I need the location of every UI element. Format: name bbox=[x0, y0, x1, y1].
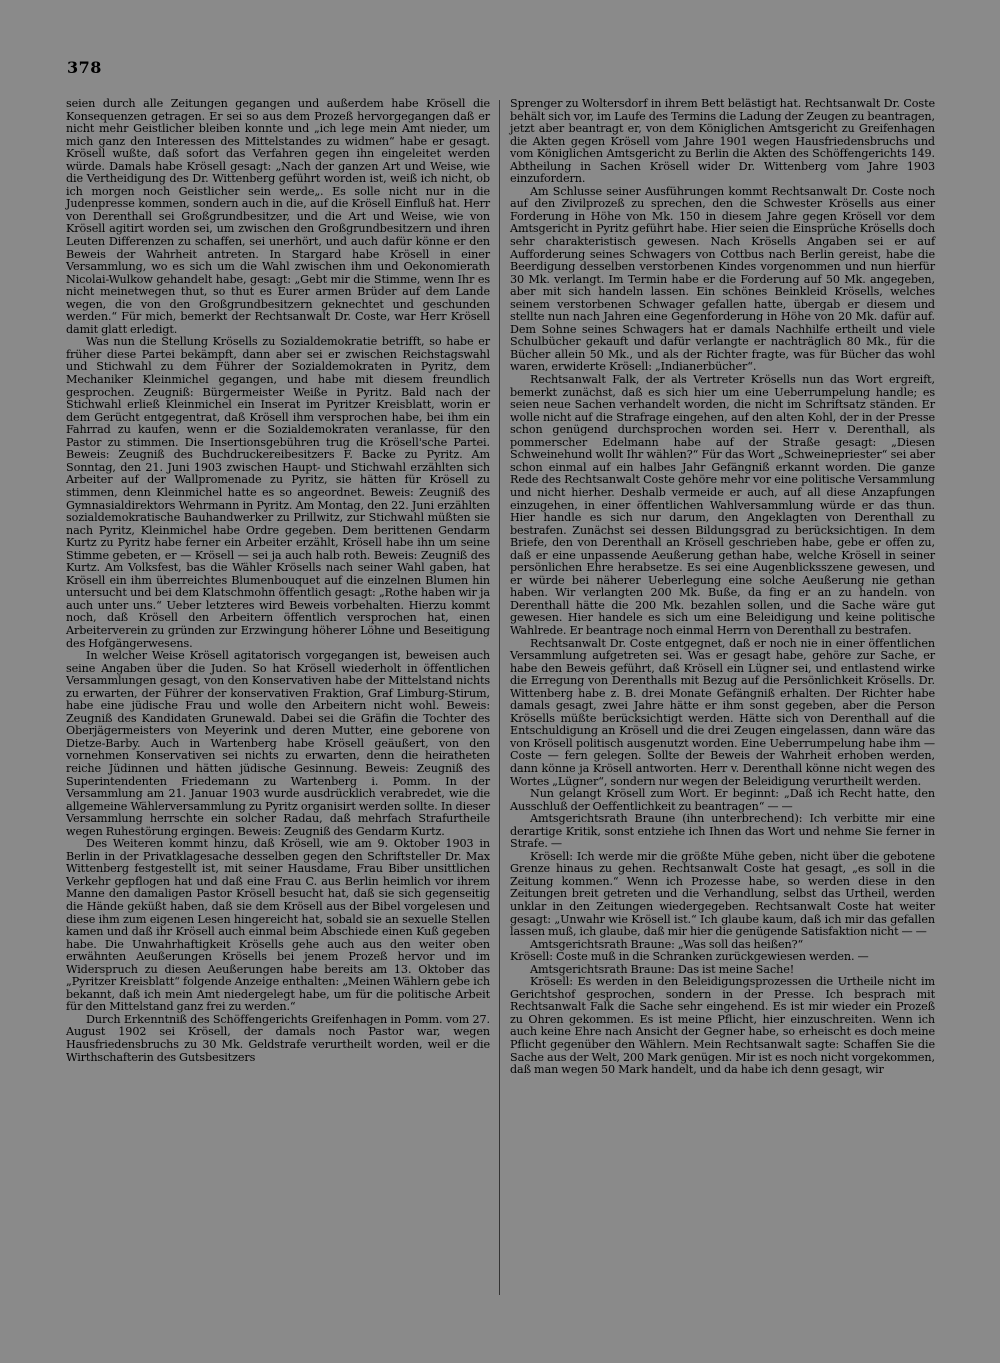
paragraph-q4: Rechtsanwalt Dr. Coste entgegnet, daß er noch nie in einer öffentlichen Versammlung aufgetreten sei. Was er gesagt habe, gehöre zur Sache, er habe den Beweis geführt, daß Krösell ein Lügner sei, und entlastend wirke die Erregung von Derenthalls mit Bezug auf die Persönlichkeit Krösells. Dr. Wittenberg habe z. B. drei Monate Gefängniß erhalten. Der Richter habe damals gesagt, zwei Jahre hätte er ihm sonst gegeben, aber die Person Krösells müßte berücksichtigt werden. Hätte sich von Derenthall auf die Entschuldigung an Krösell und die drei Zeugen eingelassen, dann wäre das von Krösell politisch ausgenutzt worden. Eine Ueberrumpelung habe ihm — Coste — fern gelegen. Sollte der Beweis der Wahrheit erhoben werden, dann könne ja Krösell antworten. Herr v. Derenthall könne nicht wegen des Wortes „Lügner“, sondern nur wegen der Beleidigung verurtheilt werden. bbox=[510, 636, 935, 788]
paragraph-q11: Krösell: Es werden in den Beleidigungsprozessen die Urtheile nicht im Gerichtshof gesprochen, sondern in der Presse. Ich besprach mit Rechtsanwalt Falk die Sache sehr eingehend. Es ist mir wieder ein Prozeß zu Ohren gekommen. Es ist meine Pflicht, hier einzuschreiten. Wenn ich auch keine Ehre nach Ansicht der Gegner habe, so erheischt es doch meine Pflicht gegenüber den Wählern. Mein Rechtsanwalt sagte: Schaffen Sie die Sache aus der Welt, 200 Mark genügen. Mir ist es noch nicht vorgekommen, daß man wegen 50 Mark handelt, und da habe ich denn gesagt, wir bbox=[510, 975, 935, 1077]
paragraph-q6: Amtsgerichtsrath Braune (ihn unterbrechend): Ich verbitte mir eine derartige Kritik, sonst entziehe ich Ihnen das Wort und nehme Sie ferner in Strafe. — bbox=[510, 812, 935, 851]
paragraph-p2: Was nun die Stellung Krösells zu Sozialdemokratie betrifft, so habe er früher diese Partei bekämpft, dann aber sei er zwischen Reichstagswahl und Stichwahl zu dem Führer der Sozialdemokraten in Pyritz, dem Mechaniker Kleinmichel gegangen, und habe mit diesem freundlich gesprochen. Zeugniß: Bürgermeister Weiße in Pyritz. Bald nach der Stichwahl erließ Kleinmichel ein Inserat im Pyritzer Kreisblatt, worin er dem Gerücht entgegentrat, daß Krösell ihm versprochen habe, bei ihm ein Fahrrad zu kaufen, wenn er die Sozialdemokraten veranlasse, für den Pastor zu stimmen. Die Insertionsgebühren trug die Krösell'sche Partei. Beweis: Zeugniß des Buchdruckereibesitzers F. Backe zu Pyritz. Am Sonntag, den 21. Juni 1903 zwischen Haupt- und Stichwahl erzählten sich Arbeiter auf der Wallpromenade zu Pyritz, sie hätten für Krösell zu stimmen, denn Kleinmichel hatte es so angeordnet. Beweis: Zeugniß des Gymnasialdirektors Wehrmann in Pyritz. Am Montag, den 22. Juni erzählten sozialdemokratische Bauhandwerker zu Prillwitz, zur Stichwahl müßten sie nach Pyritz, Kleinmichel habe Ordre gegeben. Dem berittenen Gendarm Kurtz zu Pyritz habe ferner ein Arbeiter erzählt, Krösell habe ihn um seine Stimme gebeten, er — Krösell — sei ja auch halb roth. Beweis: Zeugniß des Kurtz. Am Volksfest, bas die Wähler Krösells nach seiner Wahl gaben, hat Krösell ein ihm überreichtes Blumenbouquet auf die einzelnen Blumen hin untersucht und bei dem Klatschmohn öffentlich gesagt: „Rothe haben wir ja auch unter uns.“ Ueber letzteres wird Beweis vorbehalten. Hierzu kommt noch, daß Krösell den Arbeitern öffentlich versprochen hat, einen Arbeiterverein zu gründen zur Erzwingung höherer Löhne und Beseitigung des Hofgängerwesens. bbox=[66, 335, 490, 650]
paragraph-q10: Amtsgerichtsrath Braune: Das ist meine Sache! bbox=[530, 962, 795, 976]
paragraph-q3: Rechtsanwalt Falk, der als Vertreter Krösells nun das Wort ergreift, bemerkt zunächst, daß es sich hier um eine Ueberrumpelung handle; es seien neue Sachen verhandelt worden, die nicht im Schriftsatz ständen. Er wolle nicht auf die Strafrage eingehen, auf den alten Kohl, der in der Presse schon genügend durchsprochen worden sei. Herr v. Derenthall, als pommerscher Edelmann habe auf der Straße gesagt: „Diesen Schweinehund wollt Ihr wählen?“ Für das Wort „Schweinepriester“ sei aber schon einmal auf ein halbes Jahr Gefängniß erkannt worden. Die ganze Rede des Rechtsanwalt Coste gehöre mehr vor eine politische Versammlung und nicht hierher. Deshalb vermeide er auch, auf all diese Anzapfungen einzugehen, in einer öffentlichen Wahlversammlung würde er das thun. Hier handle es sich nur darum, den Angeklagten von Derenthall zu bestrafen. Zunächst sei dessen Bildungsgrad zu berücksichtigen. In dem Briefe, den von Derenthall an Krösell geschrieben habe, gebe er offen zu, daß er eine unpassende Aeußerung gethan habe, welche Krösell in seiner persönlichen Ehre herabsetze. Es sei eine Augenblicksszene gewesen, und er würde bei näherer Ueberlegung eine solche Aeußerung nie gethan haben. Wir verlangten 200 Mk. Buße, da fing er an zu handeln. von Derenthall hätte die 200 Mk. bezahlen sollen, und die Sache wäre gut gewesen. Hier handele es sich um eine Beleidigung und keine politische Wahlrede. Er beantrage noch einmal Herrn von Derenthall zu bestrafen. bbox=[510, 373, 935, 637]
paragraph-q2: Am Schlusse seiner Ausführungen kommt Rechtsanwalt Dr. Coste noch auf den Zivilprozeß zu sprechen, den die Schwester Krösells aus einer Forderung in Höhe von Mk. 150 in diesem Jahre gegen Krösell vor dem Amtsgericht in Pyritz geführt habe. Hier seien die Einsprüche Krösells doch sehr charakteristisch gewesen. Nach Krösells Angaben sei er auf Aufforderung seines Schwagers von Cottbus nach Berlin gereist, habe die Beerdigung desselben verstorbenen Kindes vorgenommen und nun hierfür 30 Mk. verlangt. Im Termin habe er die Forderung auf 50 Mk. angegeben, aber mit sich handeln lassen. Ein schönes Beinkleid Krösells, welches seinem verstorbenen Schwager gefallen hatte, übergab er diesem und stellte nun nach Jahren eine Gegenforderung in Höhe von 20 Mk. dafür auf. Dem Sohne seines Schwagers hat er damals Nachhilfe ertheilt und viele Schulbücher gekauft und dafür verlangte er nachträglich 80 Mk., für die Bücher allein 50 Mk., und als der Richter fragte, was für Bücher das wohl waren, erwiderte Krösell: „Indianerbücher“. bbox=[510, 184, 935, 374]
paragraph-q9: Krösell: Coste muß in die Schranken zurückgewiesen werden. — bbox=[510, 950, 869, 964]
paragraph-p5: Durch Erkenntniß des Schöffengerichts Greifenhagen in Pomm. vom 27. August 1902 sei Krösell, der damals noch Pastor war, wegen Hausfriedensbruchs zu 30 Mk. Geldstrafe verurtheilt worden, weil er die Wirthschafterin des Gutsbesitzers bbox=[66, 1012, 490, 1064]
paragraph-p4: Des Weiteren kommt hinzu, daß Krösell, wie am 9. Oktober 1903 in Berlin in der Privatklagesache desselben gegen den Schriftsteller Dr. Max Wittenberg festgestellt ist, mit seiner Hausdame, Frau Biber unsittlichen Verkehr gepflogen hat und daß eine Frau C. aus Berlin heimlich vor ihrem Manne den damaligen Pastor Krösell besucht hat, daß sie sich gegenseitig die Hände geküßt haben, daß sie dem Krösell aus der Bibel vorgelesen und diese ihm zum eigenen Lesen hingereicht hat, sobald sie an sexuelle Stellen kamen und daß ihr Krösell auch einmal beim Abschiede einen Kuß gegeben habe. Die Unwahrhaftigkeit Krösells gehe auch aus den weiter oben erwähnten Aeußerungen Krösells bei jenem Prozeß hervor und im Widerspruch zu diesen Aeußerungen habe bereits am 13. Oktober das „Pyritzer Kreisblatt“ folgende Anzeige enthalten: „Meinen Wählern gebe ich bekannt, daß ich mein Amt niedergelegt habe, um für die politische Arbeit für den Mittelstand ganz frei zu werden.“ bbox=[66, 837, 490, 1014]
column-divider bbox=[499, 100, 500, 1295]
paragraph-q8: Amtsgerichtsrath Braune: „Was soll das heißen?“ bbox=[530, 937, 804, 951]
paragraph-p1: seien durch alle Zeitungen gegangen und außerdem habe Krösell die Konsequenzen getragen. Er sei so aus dem Prozeß hervorgegangen daß er nicht mehr Geistlicher bleiben konnte und „ich lege mein Amt nieder, um mich ganz den Interessen des Mittelstandes zu widmen“ habe er gesagt. Krösell wußte, daß sofort das Verfahren gegen ihn eingeleitet werden würde. Damals habe Krösell gesagt: „Nach der ganzen Art und Weise, wie die Vertheidigung des Dr. Wittenberg geführt worden ist, weiß ich nicht, ob ich morgen noch Geistlicher sein werde„. Es solle nicht nur in die Judenpresse kommen, sondern auch in die, auf die Krösell Einfluß hat. Herr von Derenthall sei Großgrundbesitzer, und die Art und Weise, wie von Krösell agitirt worden sei, um zwischen den Großgrundbesitzern und ihren Leuten Differenzen zu schaffen, sei unerhört, und auch dafür könne er den Beweis der Wahrheit antreten. In Stargard habe Krösell in einer Versammlung, wo es sich um die Wahl zwischen ihm und Oekonomierath Nicolai-Wulkow gehandelt habe, gesagt: „Gebt mir die Stimme, wenn Ihr es nicht meinetwegen thut, so thut es Eurer armen Brüder auf dem Lande wegen, die von den Großgrundbesitzern geknechtet und geschunden werden.“ Für mich, bemerkt der Rechtsanwalt Dr. Coste, war Herr Krösell damit glatt erledigt. bbox=[66, 97, 490, 336]
paragraph-q7: Krösell: Ich werde mir die größte Mühe geben, nicht über die gebotene Grenze hinaus zu gehen. Rechtsanwalt Coste hat gesagt, „es soll in die Zeitung kommen.“ Wenn ich Prozesse habe, so werden diese in den Zeitungen breit getreten und die Verhandlung, selbst das Urtheil, werden unklar in den Zeitungen wiedergegeben. Rechtsanwalt Coste hat weiter gesagt: „Unwahr wie Krösell ist.“ Ich glaube kaum, daß ich mir das gefallen lassen muß, ich glaube, daß mir hier die genügende Satisfaktion nicht — — bbox=[510, 849, 935, 939]
paragraph-q1: Sprenger zu Woltersdorf in ihrem Bett belästigt hat. Rechtsanwalt Dr. Coste behält sich vor, im Laufe des Termins die Ladung der Zeugen zu beantragen, jetzt aber beantragt er, von dem Königlichen Amtsgericht zu Greifenhagen die Akten gegen Krösell vom Jahre 1901 wegen Hausfriedensbruchs und vom Königlichen Amtsgericht zu Berlin die Akten des Schöffengerichts 149. Abtheilung in Sachen Krösell wider Dr. Wittenberg vom Jahre 1903 einzufordern. bbox=[510, 97, 935, 186]
page-number: 378 bbox=[67, 58, 102, 77]
paragraph-p3: In welcher Weise Krösell agitatorisch vorgegangen ist, beweisen auch seine Angaben über die Juden. So hat Krösell wiederholt in öffentlichen Versammlungen gesagt, von den Konservativen habe der Mittelstand nichts zu erwarten, der Führer der konservativen Fraktion, Graf Limburg-Stirum, habe eine jüdische Frau und wolle den Arbeitern nicht wohl. Beweis: Zeugniß des Kandidaten Grunewald. Dabei sei die Gräfin die Tochter des Oberjägermeisters von Meyerink und deren Mutter, eine geborene von Dietze-Barby. Auch in Wartenberg habe Krösell geäußert, von den vornehmen Konservativen sei nichts zu erwarten, denn die heiratheten reiche Jüdinnen und hätten jüdische Gesinnung. Beweis: Zeugniß des Superintendenten Friedemann zu Wartenberg i. Pomm. In der Versammlung am 21. Januar 1903 wurde ausdrücklich verabredet, wie die allgemeine Wählerversammlung zu Pyritz organisirt werden sollte. In dieser Versammlung herrschte ein solcher Radau, daß mehrfach Strafurtheile wegen Ruhestörung ergingen. Beweis: Zeugniß des Gendarm Kurtz. bbox=[66, 649, 490, 838]
left-column bbox=[66, 98, 490, 1064]
right-column bbox=[510, 98, 935, 1077]
paragraph-q5: Nun gelangt Krösell zum Wort. Er beginnt: „Daß ich Recht hatte, den Ausschluß der Oeffentlichkeit zu beantragen“ — — bbox=[510, 787, 935, 813]
